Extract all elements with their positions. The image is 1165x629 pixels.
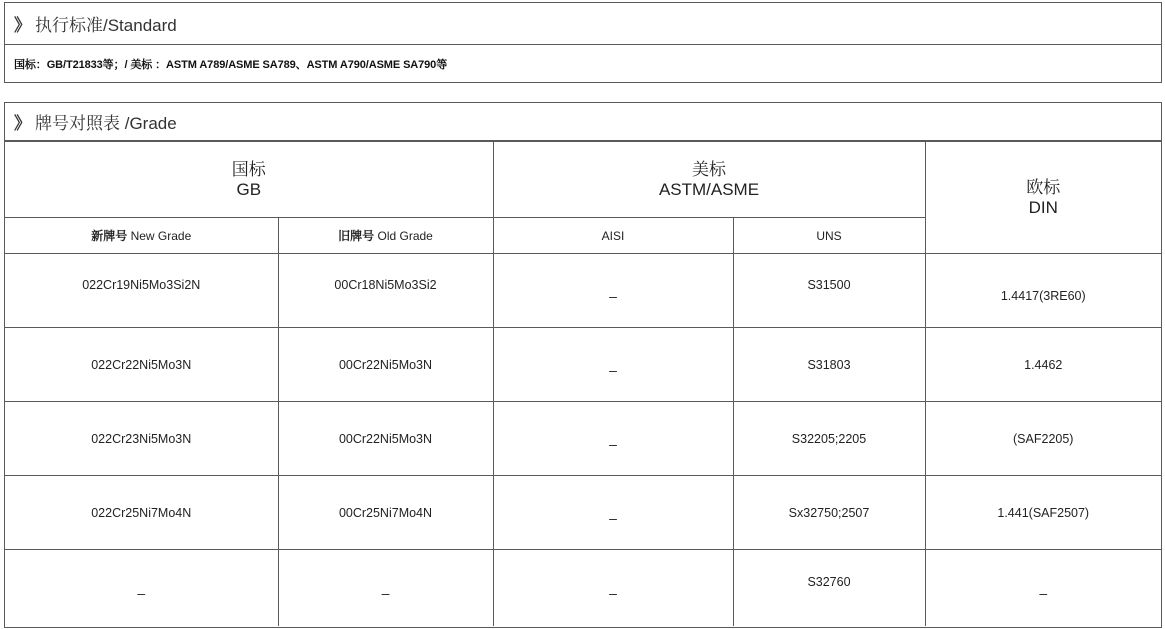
uns-cell: S32760 [733,550,925,626]
old-grade-cell: 00Cr22Ni5Mo3N [278,402,493,476]
table-row [5,550,1161,626]
standard-title: 执行标准/Standard [35,16,177,35]
old-grade-cell: – [278,550,493,626]
uns-cell: S31500 [733,254,925,328]
new-grade-cell: 022Cr19Ni5Mo3Si2N [5,254,278,328]
gb-group-header: 国标 GB [5,142,493,218]
double-chevron-right-icon: 》 [14,114,31,133]
din-cell: (SAF2205) [925,402,1161,476]
old-grade-header: 旧牌号 Old Grade [278,218,493,254]
grade-table [5,141,1161,626]
new-grade-cell: 022Cr22Ni5Mo3N [5,328,278,402]
uns-cell: Sx32750;2507 [733,476,925,550]
group-header-row [5,142,1161,218]
old-grade-cell: 00Cr25Ni7Mo4N [278,476,493,550]
din-cell: 1.4462 [925,328,1161,402]
new-grade-cell: 022Cr25Ni7Mo4N [5,476,278,550]
aisi-cell: – [493,402,733,476]
aisi-cell: – [493,476,733,550]
din-group-header: 欧标 DIN [925,142,1161,254]
grade-section [4,102,1162,628]
table-row [5,328,1161,402]
aisi-cell: – [493,328,733,402]
uns-cell: S31803 [733,328,925,402]
astm-group-header: 美标 ASTM/ASME [493,142,925,218]
din-cell: – [925,550,1161,626]
table-row [5,402,1161,476]
double-chevron-right-icon: 》 [14,16,31,35]
din-cell: 1.4417(3RE60) [925,254,1161,328]
uns-cell: S32205;2205 [733,402,925,476]
old-grade-cell: 00Cr18Ni5Mo3Si2 [278,254,493,328]
aisi-header: AISI [493,218,733,254]
new-grade-cell: – [5,550,278,626]
standard-header [5,3,1161,45]
table-row [5,476,1161,550]
grade-title: 牌号对照表 /Grade [35,114,177,133]
standard-section [4,2,1162,83]
din-cell: 1.441(SAF2507) [925,476,1161,550]
grade-header [5,103,1161,141]
new-grade-cell: 022Cr23Ni5Mo3N [5,402,278,476]
old-grade-cell: 00Cr22Ni5Mo3N [278,328,493,402]
table-row [5,254,1161,328]
uns-header: UNS [733,218,925,254]
standard-text: 国标：GB/T21833等；/ 美标 ：ASTM A789/ASME SA789、ASTM A790/ASME SA790等 [14,58,448,71]
aisi-cell: – [493,550,733,626]
aisi-cell: – [493,254,733,328]
new-grade-header: 新牌号 New Grade [5,218,278,254]
